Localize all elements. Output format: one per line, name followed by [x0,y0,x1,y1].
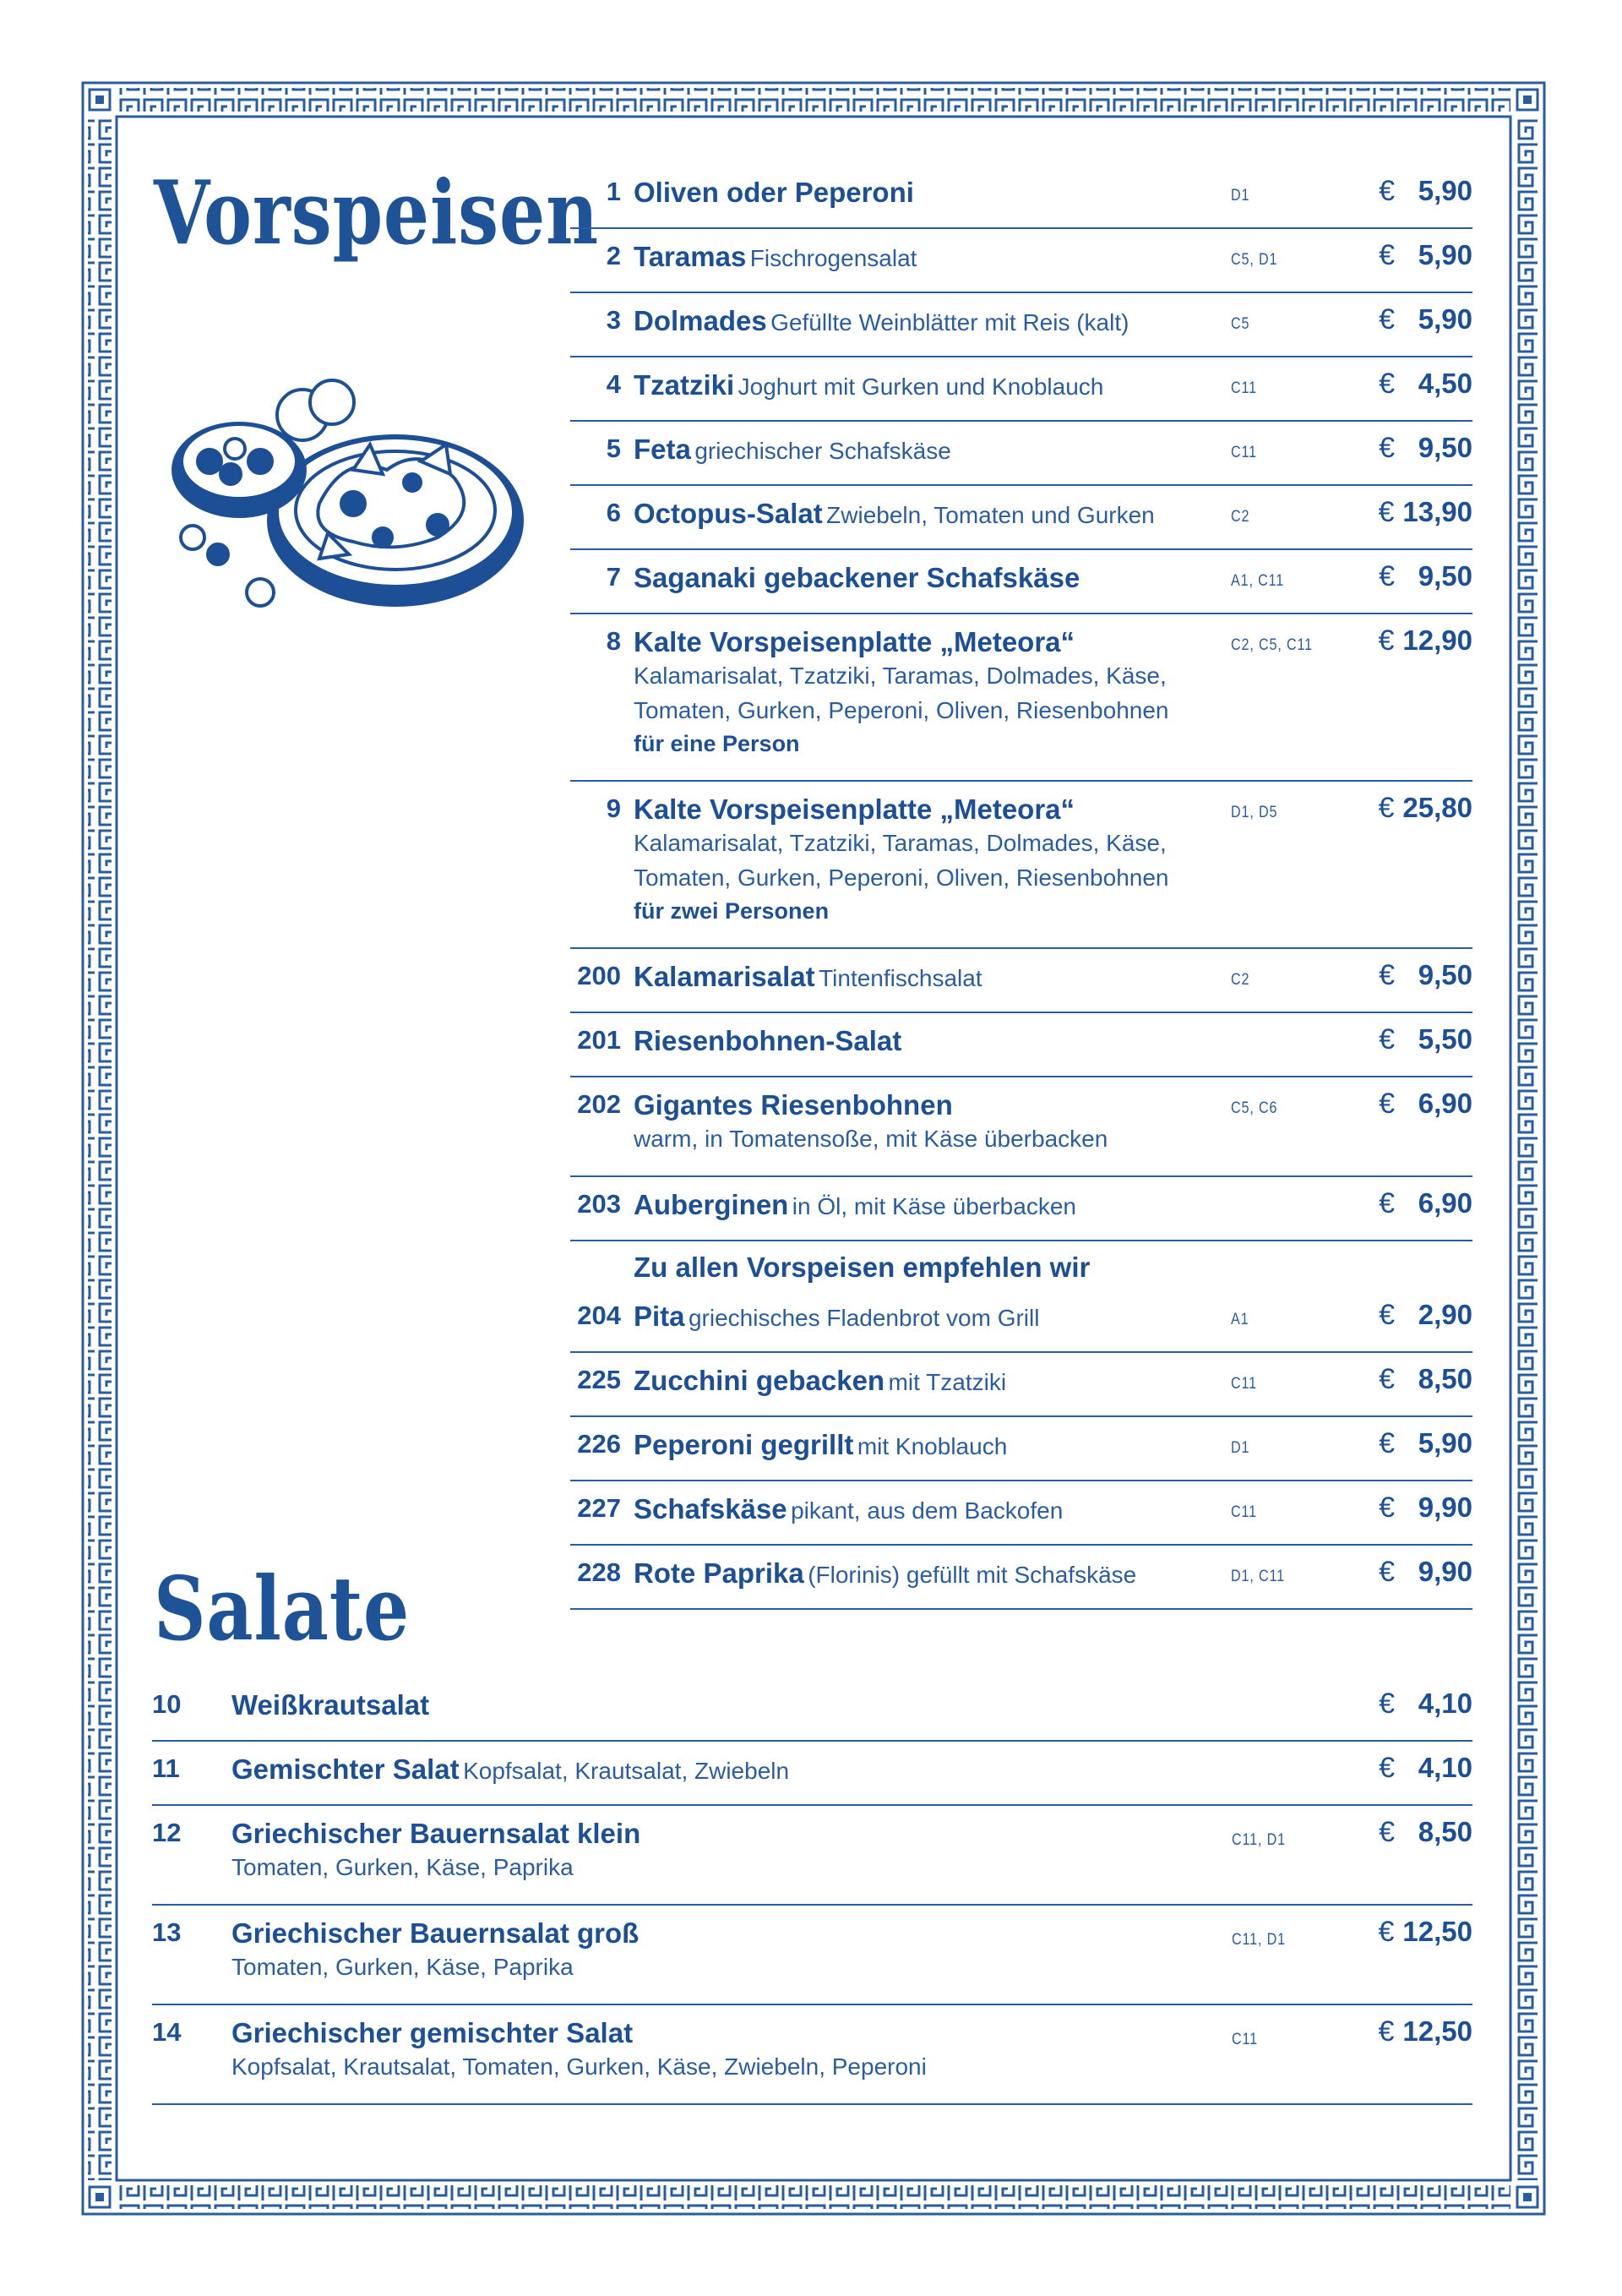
menu-item-row [570,1077,1472,1177]
euro-sign: € [1379,1688,1395,1720]
price-amount: 12,50 [1402,1916,1472,1947]
item-main [634,303,1191,338]
item-number: 12 [152,1818,182,1847]
menu-item-row [152,2005,1472,2105]
item-name: Riesenbohnen-Salat [634,1025,902,1056]
item-price [1379,1023,1472,1056]
item-number: 204 [577,1301,621,1330]
item-description: Tintenfischsalat [819,965,982,991]
item-main [634,1363,1191,1398]
price-amount: 5,90 [1418,1427,1472,1459]
euro-sign: € [1379,1023,1395,1055]
salate-list [152,1677,1472,2105]
item-main [634,496,1191,531]
item-number: 225 [577,1365,621,1394]
menu-item-row [570,293,1472,357]
item-name: Feta [634,434,691,465]
item-allergens: A1 [1231,1311,1249,1328]
item-name: Weißkrautsalat [231,1689,430,1721]
item-description: Joghurt mit Gurken und Knoblauch [738,374,1104,400]
item-number: 13 [152,1917,182,1947]
item-number: 203 [577,1189,621,1219]
item-name: Griechischer Bauernsalat klein [231,1818,641,1849]
menu-item-row [570,229,1472,293]
item-name: Pita [634,1301,685,1332]
item-name: Griechischer gemischter Salat [231,2017,634,2048]
menu-item-row [570,1481,1472,1546]
item-allergens: D1 [1231,1439,1250,1457]
item-price [1379,1688,1472,1721]
price-amount: 5,90 [1418,175,1472,206]
menu-item-row [570,550,1472,614]
item-name: Oliven oder Peperoni [634,177,914,208]
item-main [634,1492,1191,1526]
item-detail: warm, in Tomatensoße, mit Käse überbacken [634,1126,1108,1153]
item-number: 8 [606,626,621,656]
menu-item-row [570,1353,1472,1417]
price-amount: 9,90 [1418,1556,1472,1587]
item-price [1379,560,1472,593]
euro-sign: € [1379,175,1395,207]
item-number: 11 [152,1753,180,1783]
item-main [231,1916,1161,1985]
euro-sign: € [1379,1752,1395,1784]
price-amount: 9,90 [1418,1492,1472,1523]
price-amount: 4,50 [1418,368,1472,399]
menu-item-row [570,1546,1472,1610]
price-amount: 12,90 [1402,624,1472,656]
price-amount: 8,50 [1418,1363,1472,1394]
item-number: 9 [606,794,621,823]
vorspeisen-list [570,165,1472,1610]
item-price [1378,496,1472,529]
price-amount: 25,80 [1402,792,1472,823]
item-allergens: C11 [1231,379,1257,397]
item-detail: Tomaten, Gurken, Peperoni, Oliven, Riesenbohnen [634,864,1169,891]
vorspeisen-heading: Vorspeisen [154,161,599,265]
menu-item-row [570,1289,1472,1353]
item-price [1379,1556,1472,1589]
menu-item-row [152,1806,1472,1906]
item-main [634,1023,1191,1058]
item-main [634,175,1191,210]
item-main [634,1556,1191,1590]
item-main [634,792,1191,929]
item-name: Gigantes Riesenbohnen [634,1089,953,1121]
item-main [231,1816,1161,1885]
item-main [231,1688,1161,1722]
euro-sign: € [1379,959,1395,991]
price-amount: 12,50 [1402,2015,1472,2047]
item-allergens: C11 [1231,1503,1257,1521]
item-main [634,368,1191,402]
item-price [1379,1492,1472,1524]
euro-sign: € [1379,239,1395,271]
item-price [1379,239,1472,272]
euro-sign: € [1379,1816,1395,1848]
item-description: Kopfsalat, Krautsalat, Zwiebeln [463,1758,790,1784]
item-number: 228 [577,1557,621,1587]
item-price [1379,1299,1472,1332]
item-allergens: A1, C11 [1231,572,1285,590]
euro-sign: € [1378,624,1395,657]
item-allergens: C11, D1 [1232,1831,1287,1849]
item-name: Peperoni gegrillt [634,1429,854,1460]
recommendation-note [570,1241,1472,1289]
item-description: Zwiebeln, Tomaten und Gurken [826,502,1155,528]
menu-item-row [570,486,1472,550]
recommendation-note-text: Zu allen Vorspeisen empfehlen wir [634,1252,1091,1283]
price-amount: 6,90 [1418,1187,1472,1219]
item-detail: Tomaten, Gurken, Käse, Paprika [231,1854,574,1881]
euro-sign: € [1379,1187,1395,1219]
euro-sign: € [1379,1299,1395,1331]
item-allergens: C11 [1231,444,1257,461]
item-price [1378,2015,1472,2048]
greek-salad-plate-illustration [159,377,531,656]
item-main [634,1088,1191,1157]
item-detail: Kopfsalat, Krautsalat, Tomaten, Gurken, Käse, Zwiebeln, Peperoni [231,2053,927,2081]
price-amount: 2,90 [1418,1299,1472,1330]
item-number: 14 [152,2017,182,2047]
item-allergens: C11 [1232,2031,1258,2048]
menu-item-row [152,1677,1472,1742]
item-main [634,624,1191,761]
item-allergens: C11, D1 [1232,1931,1287,1949]
menu-item-row [152,1742,1472,1806]
menu-item-row [570,614,1472,782]
euro-sign: € [1379,432,1395,464]
price-amount: 5,90 [1418,303,1472,335]
item-name: Taramas [634,241,747,272]
menu-item-row [570,1013,1472,1077]
item-price [1379,1752,1472,1785]
item-main [231,1752,1161,1786]
price-amount: 5,50 [1418,1023,1472,1055]
item-description: (Florinis) gefüllt mit Schafskäse [808,1562,1137,1588]
item-price [1379,1088,1472,1121]
item-description: griechisches Fladenbrot vom Grill [688,1305,1040,1331]
item-main [634,432,1191,466]
item-price [1379,1816,1472,1849]
item-detail: Kalamarisalat, Tzatziki, Taramas, Dolmades, Käse, [634,663,1167,690]
item-number: 200 [577,961,621,990]
item-name: Saganaki gebackener Schafskäse [634,562,1080,593]
item-allergens: C2 [1231,508,1250,526]
item-allergens: D1 [1231,187,1250,205]
item-name: Auberginen [634,1189,789,1220]
item-price [1378,792,1472,825]
item-number: 5 [606,434,621,463]
euro-sign: € [1379,1088,1395,1120]
price-amount: 8,50 [1418,1816,1472,1847]
item-allergens: C5, D1 [1231,251,1278,269]
item-portion-note: für zwei Personen [634,898,830,924]
item-name: Griechischer Bauernsalat groß [231,1917,640,1949]
item-description: griechischer Schafskäse [694,438,951,464]
item-main [634,1427,1191,1462]
euro-sign: € [1378,792,1395,824]
menu-item-row [570,422,1472,486]
price-amount: 9,50 [1418,560,1472,592]
item-number: 201 [577,1025,621,1055]
item-description: mit Tzatziki [888,1369,1007,1395]
item-name: Zucchini gebacken [634,1365,885,1396]
item-name: Kalte Vorspeisenplatte „Meteora“ [634,626,1075,657]
salate-heading: Salate [154,1557,411,1661]
item-price [1379,303,1472,336]
menu-item-row [570,165,1472,229]
item-price [1378,1916,1472,1949]
price-amount: 5,90 [1418,239,1472,270]
item-number: 226 [577,1429,621,1459]
menu-item-row [570,949,1472,1013]
euro-sign: € [1379,303,1395,335]
menu-item-row [570,1417,1472,1481]
euro-sign: € [1378,1916,1395,1948]
item-number: 4 [606,369,621,399]
item-price [1379,432,1472,465]
item-description: in Öl, mit Käse überbacken [792,1193,1076,1219]
item-description: Gefüllte Weinblätter mit Reis (kalt) [770,309,1129,335]
item-number: 6 [606,498,621,527]
item-number: 10 [152,1689,182,1719]
item-name: Gemischter Salat [231,1753,460,1785]
item-allergens: C11 [1231,1375,1257,1393]
item-allergens: C2 [1231,971,1250,989]
item-description: mit Knoblauch [857,1433,1008,1459]
item-allergens: D1, C11 [1231,1568,1286,1585]
item-price [1378,624,1472,657]
item-number: 3 [606,305,621,335]
item-main [634,239,1191,274]
item-number: 227 [577,1493,621,1523]
item-allergens: C5 [1231,315,1250,333]
menu-item-row [570,1177,1472,1241]
item-number: 2 [606,241,621,270]
menu-item-row [152,1906,1472,2005]
item-detail: Tomaten, Gurken, Käse, Paprika [231,1954,574,1981]
item-portion-note: für eine Person [634,731,800,757]
item-price [1379,368,1472,401]
euro-sign: € [1378,496,1395,528]
item-main [634,1187,1191,1222]
item-number: 7 [606,562,621,592]
item-main [634,1299,1191,1333]
item-detail: Kalamarisalat, Tzatziki, Taramas, Dolmades, Käse, [634,830,1167,857]
item-main [634,959,1191,994]
menu-item-row [570,357,1472,422]
item-name: Octopus-Salat [634,498,823,529]
item-price [1379,175,1472,208]
euro-sign: € [1379,368,1395,400]
euro-sign: € [1379,1363,1395,1395]
price-amount: 6,90 [1418,1088,1472,1119]
item-name: Kalte Vorspeisenplatte „Meteora“ [634,794,1075,825]
item-name: Dolmades [634,305,767,336]
euro-sign: € [1379,1492,1395,1524]
item-main [231,2015,1161,2085]
menu-item-row [570,782,1472,949]
price-amount: 4,10 [1418,1752,1472,1783]
item-main [634,560,1191,595]
price-amount: 13,90 [1402,496,1472,527]
item-name: Tzatziki [634,369,735,401]
item-name: Schafskäse [634,1493,787,1524]
price-amount: 9,50 [1418,959,1472,990]
item-description: Fischrogensalat [749,245,917,271]
euro-sign: € [1378,2015,1395,2048]
item-allergens: C5, C6 [1231,1099,1278,1117]
item-allergens: C2, C5, C11 [1231,636,1314,654]
item-price [1379,1363,1472,1396]
price-amount: 4,10 [1418,1688,1472,1719]
euro-sign: € [1379,1427,1395,1459]
item-number: 202 [577,1089,621,1119]
item-number: 1 [606,177,621,206]
item-price [1379,1187,1472,1220]
euro-sign: € [1379,1556,1395,1588]
item-allergens: D1, D5 [1231,804,1278,821]
item-price [1379,1427,1472,1460]
item-description: pikant, aus dem Backofen [791,1497,1064,1524]
item-name: Kalamarisalat [634,961,815,992]
item-name: Rote Paprika [634,1557,804,1589]
euro-sign: € [1379,560,1395,592]
price-amount: 9,50 [1418,432,1472,463]
item-price [1379,959,1472,992]
item-detail: Tomaten, Gurken, Peperoni, Oliven, Riesenbohnen [634,696,1169,723]
